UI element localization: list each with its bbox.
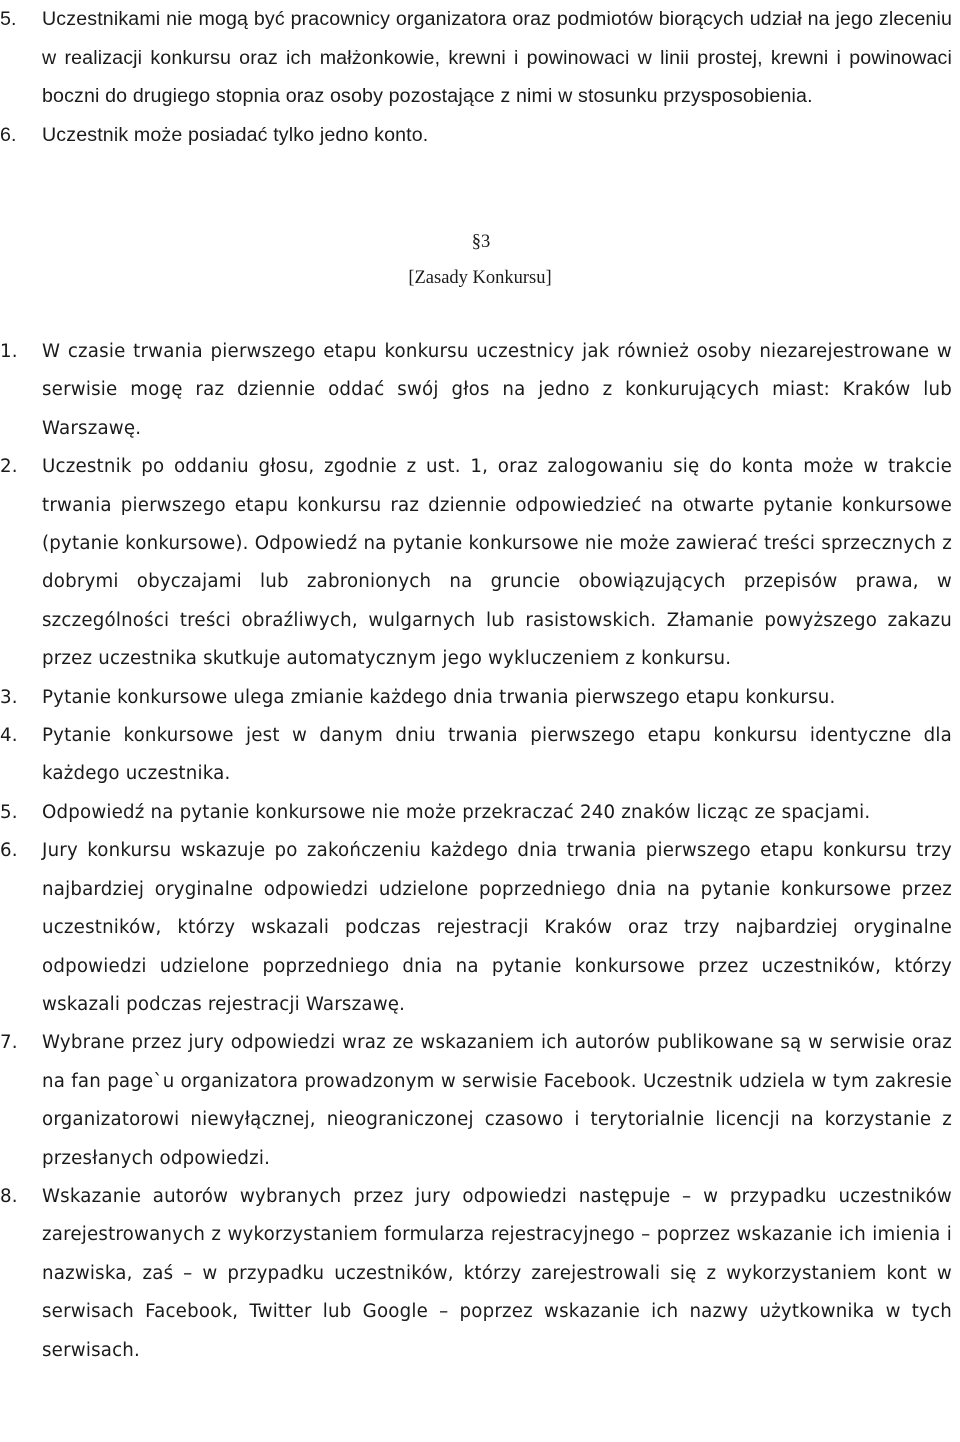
list-item: [0, 0, 956, 116]
item-number: 5.: [0, 8, 17, 30]
list-item: [0, 794, 956, 832]
list-item: [0, 1024, 956, 1178]
list-item: [0, 333, 956, 448]
list-item: [0, 832, 956, 1024]
item-number: 8.: [0, 1185, 18, 1207]
list-item: [0, 679, 956, 717]
item-number: 4.: [0, 725, 18, 747]
item-number: 6.: [0, 123, 17, 146]
item-number: 3.: [0, 686, 18, 708]
item-text: Uczestnikami nie mogą być pracownicy organizatora oraz podmiotów biorących udział na jego zleceniu w realizacji konkursu oraz ich małżonkowie, krewni i powinowaci w linii prostej, krewni i powinowaci boczni do drugiego stopnia oraz osoby pozostające z nimi w stosunku przysposobienia.: [42, 8, 952, 107]
list-item: [0, 717, 956, 794]
list-item: [0, 1178, 956, 1370]
section-title: [Zasady Konkursu]: [408, 268, 552, 288]
list-item: [0, 116, 956, 155]
list-item: [0, 448, 956, 678]
item-text: Uczestnik może posiadać tylko jedno konto.: [42, 123, 429, 146]
item-number: 6.: [0, 840, 18, 862]
item-text: Jury konkursu wskazuje po zakończeniu każdego dnia trwania pierwszego etapu konkursu trzy najbardziej oryginalne odpowiedzi udzielone poprzedniego dnia na pytanie konkursowe przez uczestników, którzy wskazali podczas rejestracji Kraków oraz trzy najbardziej oryginalne odpowiedzi udzielone poprzedniego dnia na pytanie konkursowe przez uczestników, którzy wskazali podczas rejestracji Warszawę.: [42, 840, 952, 1015]
item-number: 5.: [0, 801, 18, 823]
item-text: Odpowiedź na pytanie konkursowe nie może przekraczać 240 znaków licząc ze spacjami.: [42, 801, 871, 823]
item-text: Uczestnik po oddaniu głosu, zgodnie z ust. 1, oraz zalogowaniu się do konta może w trakcie trwania pierwszego etapu konkursu raz dziennie odpowiedzieć na otwarte pytanie konkursowe (pytanie konkursowe). Odpowiedź na pytanie konkursowe nie może zawierać treści sprzecznych z dobrymi obyczajami lub zabronionych na gruncie obowiązujących przepisów prawa, w szczególności treści obraźliwych, wulgarnych lub rasistowskich. Złamanie powyższego zakazu przez uczestnika skutkuje automatycznym jego wykluczeniem z konkursu.: [42, 456, 952, 670]
rules-list-participants: [0, 0, 956, 154]
item-number: 7.: [0, 1032, 18, 1054]
item-text: Pytanie konkursowe ulega zmianie każdego dnia trwania pierwszego etapu konkursu.: [42, 686, 836, 708]
rules-list-contest: [0, 333, 956, 1370]
item-text: Wskazanie autorów wybranych przez jury odpowiedzi następuje – w przypadku uczestników zarejestrowanych z wykorzystaniem formularza rejestracyjnego – poprzez wskazanie ich imienia i nazwiska, zaś – w przypadku uczestników, którzy zarejestrowali się z wykorzystaniem kont w serwisach Facebook, Twitter lub Google – poprzez wskazanie ich nazwy użytkownika w tych serwisach.: [42, 1185, 952, 1361]
section-number: §3: [471, 232, 491, 252]
item-text: Pytanie konkursowe jest w danym dniu trwania pierwszego etapu konkursu identyczne dla każdego uczestnika.: [42, 725, 952, 785]
item-text: W czasie trwania pierwszego etapu konkursu uczestnicy jak również osoby niezarejestrowane w serwisie mogę raz dziennie oddać swój głos na jedno z konkurujących miast: Kraków lub Warszawę.: [42, 341, 952, 439]
item-number: 2.: [0, 456, 18, 478]
item-number: 1.: [0, 341, 18, 362]
item-text: Wybrane przez jury odpowiedzi wraz ze wskazaniem ich autorów publikowane są w serwisie oraz na fan page`u organizatora prowadzonym w serwisie Facebook. Uczestnik udziela w tym zakresie organizatorowi niewyłącznej, nieograniczonej czasowo i terytorialnie licencji na korzystanie z przesłanych odpowiedzi.: [42, 1032, 952, 1169]
